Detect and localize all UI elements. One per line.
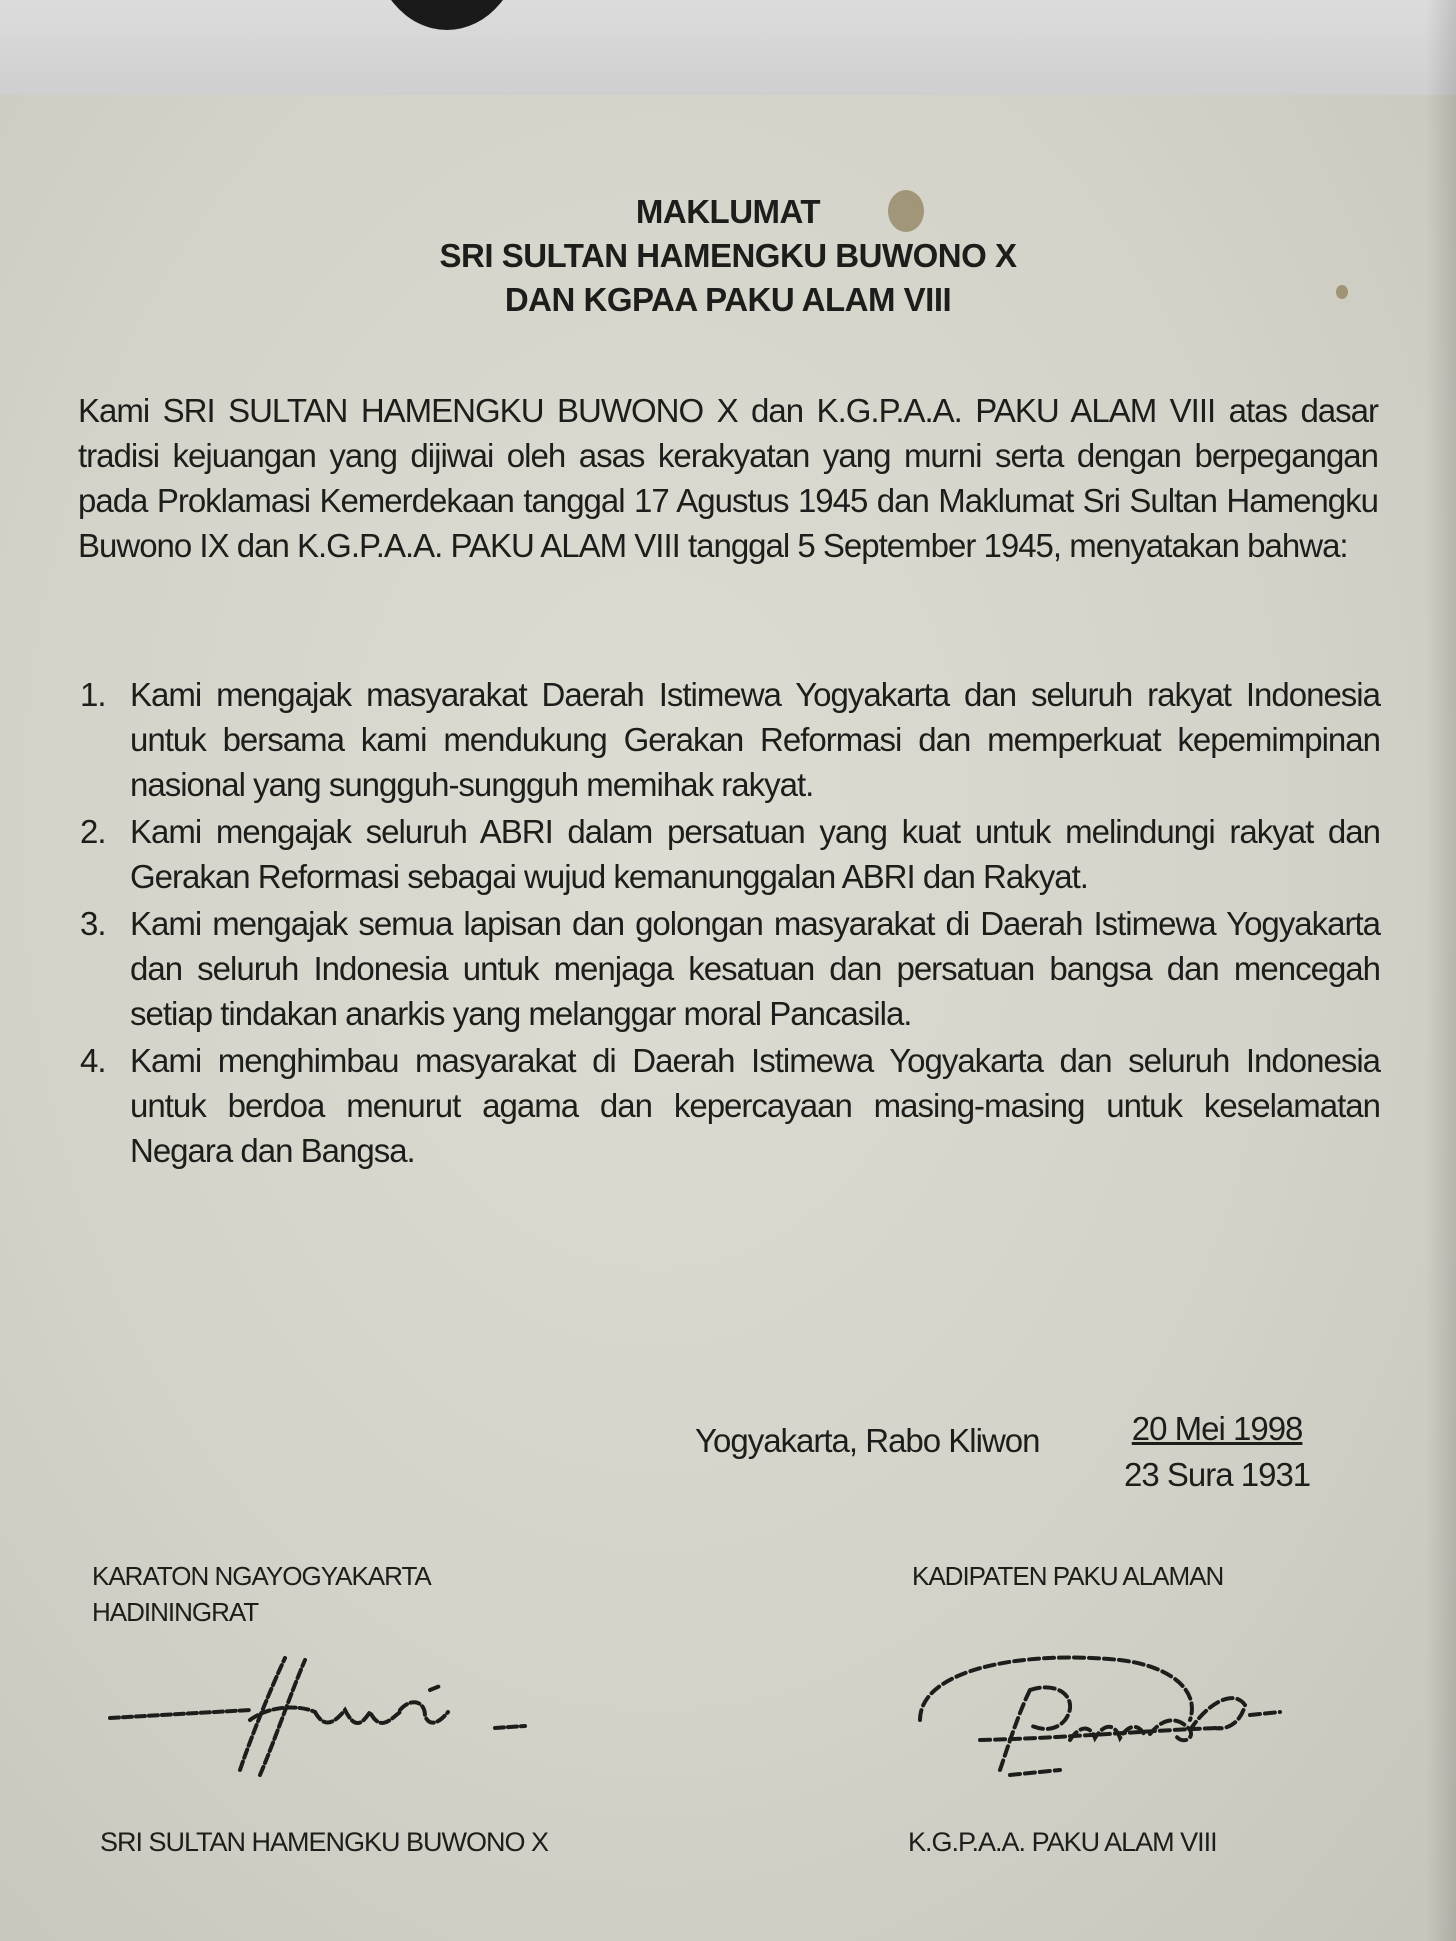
list-item-number: 2. bbox=[80, 813, 106, 850]
left-signatory-name: SRI SULTAN HAMENGKU BUWONO X bbox=[100, 1827, 549, 1857]
title-line-3: DAN KGPAA PAKU ALAM VIII bbox=[504, 281, 952, 318]
list-item-text: Kami mengajak masyarakat Daerah Istimewa Yogyakarta dan seluruh rakyat Indonesia untuk bersama kami mendukung Gerakan Reformasi dan memperkuat kepemimpinan nasional yang sungguh-sungguh memihak rakyat. bbox=[130, 676, 1380, 803]
document-title bbox=[0, 190, 1456, 322]
right-signature bbox=[890, 1630, 1390, 1800]
closing-place: Yogyakarta, Rabo Kliwon bbox=[695, 1422, 1040, 1459]
right-organization: KADIPATEN PAKU ALAMAN bbox=[912, 1561, 1224, 1591]
previous-page-strip bbox=[0, 0, 1456, 95]
left-org-line-1: KARATON NGAYOGYAKARTA bbox=[92, 1561, 431, 1591]
list-item-number: 4. bbox=[80, 1042, 106, 1079]
title-line-2: SRI SULTAN HAMENGKU BUWONO X bbox=[439, 237, 1017, 274]
right-signatory-name: K.G.P.A.A. PAKU ALAM VIII bbox=[908, 1827, 1217, 1857]
left-organization bbox=[92, 1558, 431, 1630]
list-item bbox=[80, 809, 1380, 899]
list-item-text: Kami mengajak seluruh ABRI dalam persatuan yang kuat untuk melindungi rakyat dan Gerakan Reformasi sebagai wujud kemanunggalan ABRI dan Rakyat. bbox=[130, 813, 1380, 895]
list-item bbox=[80, 672, 1380, 807]
date-gregorian: 20 Mei 1998 bbox=[1131, 1410, 1303, 1447]
title-line-1: MAKLUMAT bbox=[635, 193, 821, 230]
left-signature bbox=[100, 1650, 560, 1790]
date-javanese: 23 Sura 1931 bbox=[1124, 1456, 1311, 1493]
intro-paragraph: Kami SRI SULTAN HAMENGKU BUWONO X dan K.G.P.A.A. PAKU ALAM VIII atas dasar tradisi kejuangan yang dijiwai oleh asas kerakyatan yang murni serta dengan berpegangan pada Proklamasi Kemerdekaan tanggal 17 Agustus 1945 dan Maklumat Sri Sultan Hamengku Buwono IX dan K.G.P.A.A. PAKU ALAM VIII tanggal 5 September 1945, menyatakan bahwa: bbox=[78, 392, 1378, 564]
list-item-number: 3. bbox=[80, 905, 106, 942]
list-item-text: Kami mengajak semua lapisan dan golongan masyarakat di Daerah Istimewa Yogyakarta dan seluruh Indonesia untuk menjaga kesatuan dan persatuan bangsa dan mencegah setiap tindakan anarkis yang melanggar moral Pancasila. bbox=[130, 905, 1380, 1032]
page-number-glyph bbox=[372, 0, 522, 30]
list-item-text: Kami menghimbau masyarakat di Daerah Istimewa Yogyakarta dan seluruh Indonesia untuk berdoa menurut agama dan kepercayaan masing-masing untuk keselamatan Negara dan Bangsa. bbox=[130, 1042, 1380, 1169]
left-org-line-2: HADININGRAT bbox=[92, 1597, 259, 1627]
declaration-list bbox=[80, 672, 1380, 1175]
closing-dates bbox=[1124, 1406, 1310, 1498]
list-item bbox=[80, 901, 1380, 1036]
list-item-number: 1. bbox=[80, 676, 106, 713]
list-item bbox=[80, 1038, 1380, 1173]
